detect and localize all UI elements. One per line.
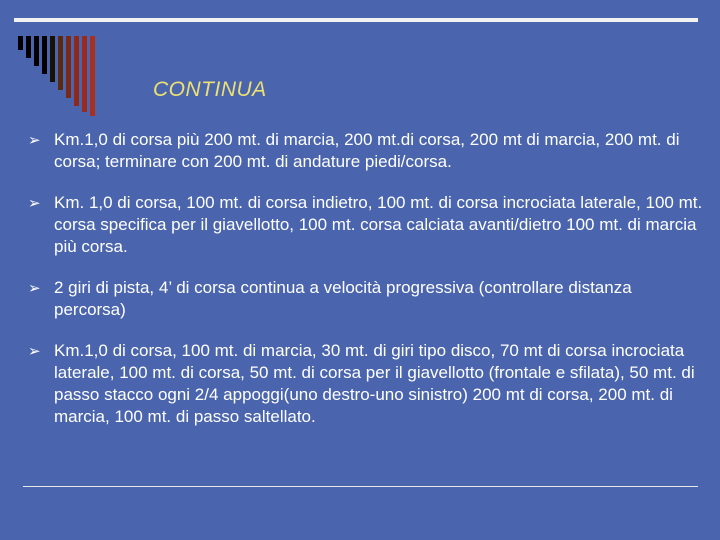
arrow-bullet-icon: ➢ [28,280,41,297]
arrow-bullet-icon: ➢ [28,195,41,212]
decor-bar [18,36,23,50]
bullet-item [28,277,704,321]
bullet-item [28,340,704,428]
bullet-text: Km.1,0 di corsa più 200 mt. di marcia, 200 mt.di corsa, 200 mt di marcia, 200 mt. di corsa; terminare con 200 mt. di andature piedi/corsa. [54,130,680,171]
decor-bar [58,36,63,90]
decor-bar [90,36,95,116]
top-rule [14,18,698,22]
bottom-rule [23,486,698,487]
decor-bar [66,36,71,98]
bullet-list [28,129,704,447]
bullet-text: Km. 1,0 di corsa, 100 mt. di corsa indietro, 100 mt. di corsa incrociata laterale, 100 mt. corsa specifica per il giavellotto, 100 mt. corsa calciata avanti/dietro 100 mt. di marcia più corsa. [54,193,703,256]
decor-bar [42,36,47,74]
decor-bar [26,36,31,58]
decor-bar [74,36,79,106]
slide-title: CONTINUA [153,78,267,101]
decor-bar [82,36,87,112]
bullet-text: 2 giri di pista, 4’ di corsa continua a velocità progressiva (controllare distanza percorsa) [54,278,632,319]
decor-bar [50,36,55,82]
bullet-text: Km.1,0 di corsa, 100 mt. di marcia, 30 mt. di giri tipo disco, 70 mt di corsa incrociata laterale, 100 mt. di corsa, 50 mt. di corsa per il giavellotto (frontale e sfilata), 50 mt. di passo stacco ogni 2/4 appoggi(uno destro-uno sinistro) 200 mt di corsa, 200 mt. di marcia, 100 mt. di passo saltellato. [54,341,695,426]
bullet-item [28,192,704,258]
bullet-item [28,129,704,173]
arrow-bullet-icon: ➢ [28,343,41,360]
decor-bar [34,36,39,66]
arrow-bullet-icon: ➢ [28,132,41,149]
